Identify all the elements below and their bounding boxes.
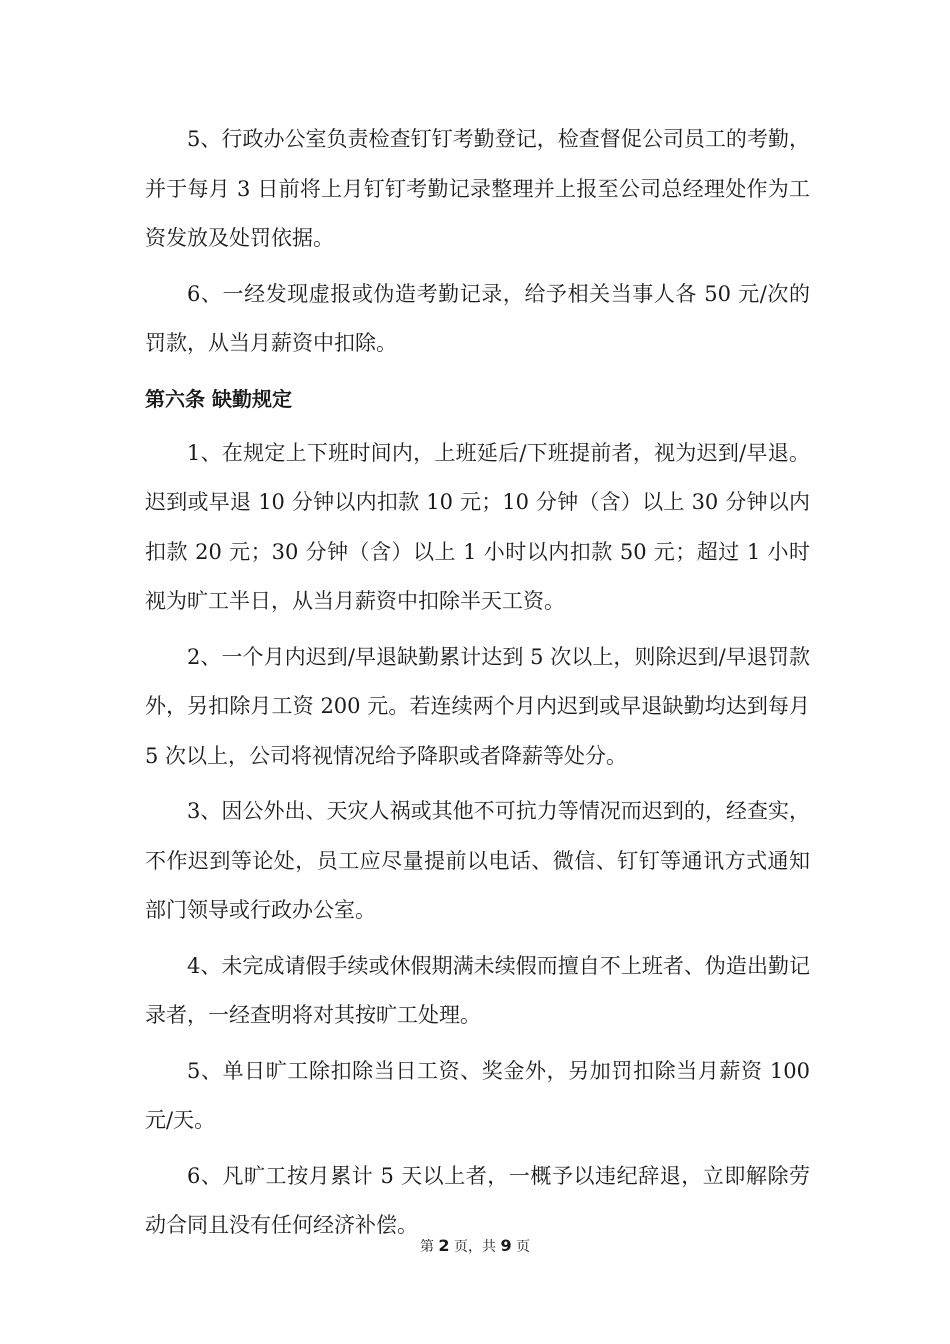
paragraph-b3: 3、因公外出、天灾人祸或其他不可抗力等情况而迟到的，经查实，不作迟到等论处，员工应尽量提前以电话、微信、钉钉等通讯方式通知部门领导或行政办公室。 [145, 799, 810, 922]
article-six-heading: 第六条 缺勤规定 [145, 386, 292, 411]
paragraph-b6: 6、凡旷工按月累计 5 天以上者，一概予以违纪辞退，立即解除劳动合同且没有任何经济补偿。 [145, 1163, 810, 1237]
paragraph-b1: 1、在规定上下班时间内，上班延后/下班提前者，视为迟到/早退。迟到或早退 10 分钟以内扣款 10 元；10 分钟（含）以上 30 分钟以内扣款 20 元；30 分钟（含）以上 1 小时以内扣款 50 元；超过 1 小时视为旷工半日，从当月薪资中扣除半天工资。 [145, 440, 810, 613]
footer-middle: 页，共 [454, 1239, 496, 1255]
paragraph-b2: 2、一个月内迟到/早退缺勤累计达到 5 次以上，则除迟到/早退罚款外，另扣除月工资 200 元。若连续两个月内迟到或早退缺勤均达到每月 5 次以上，公司将视情况给予降职或者降薪等处分。 [145, 644, 810, 768]
footer-prefix: 第 [419, 1239, 434, 1255]
document-body [145, 115, 810, 1257]
paragraph-a5: 5、行政办公室负责检查钉钉考勤登记，检查督促公司员工的考勤，并于每月 3 日前将上月钉钉考勤记录整理并上报至公司总经理处作为工资发放及处罚依据。 [145, 127, 810, 250]
paragraph-b4: 4、未完成请假手续或休假期满未续假而擅自不上班者、伪造出勤记录者，一经查明将对其按旷工处理。 [145, 953, 810, 1027]
page-footer [0, 1236, 950, 1257]
paragraph-a6: 6、一经发现虚报或伪造考勤记录，给予相关当事人各 50 元/次的罚款，从当月薪资中扣除。 [145, 281, 810, 355]
footer-total-pages: 9 [500, 1236, 512, 1255]
footer-suffix: 页 [516, 1239, 531, 1255]
paragraph-b5: 5、单日旷工除扣除当日工资、奖金外，另加罚扣除当月薪资 100 元/天。 [145, 1058, 810, 1132]
footer-current-page: 2 [438, 1236, 450, 1255]
